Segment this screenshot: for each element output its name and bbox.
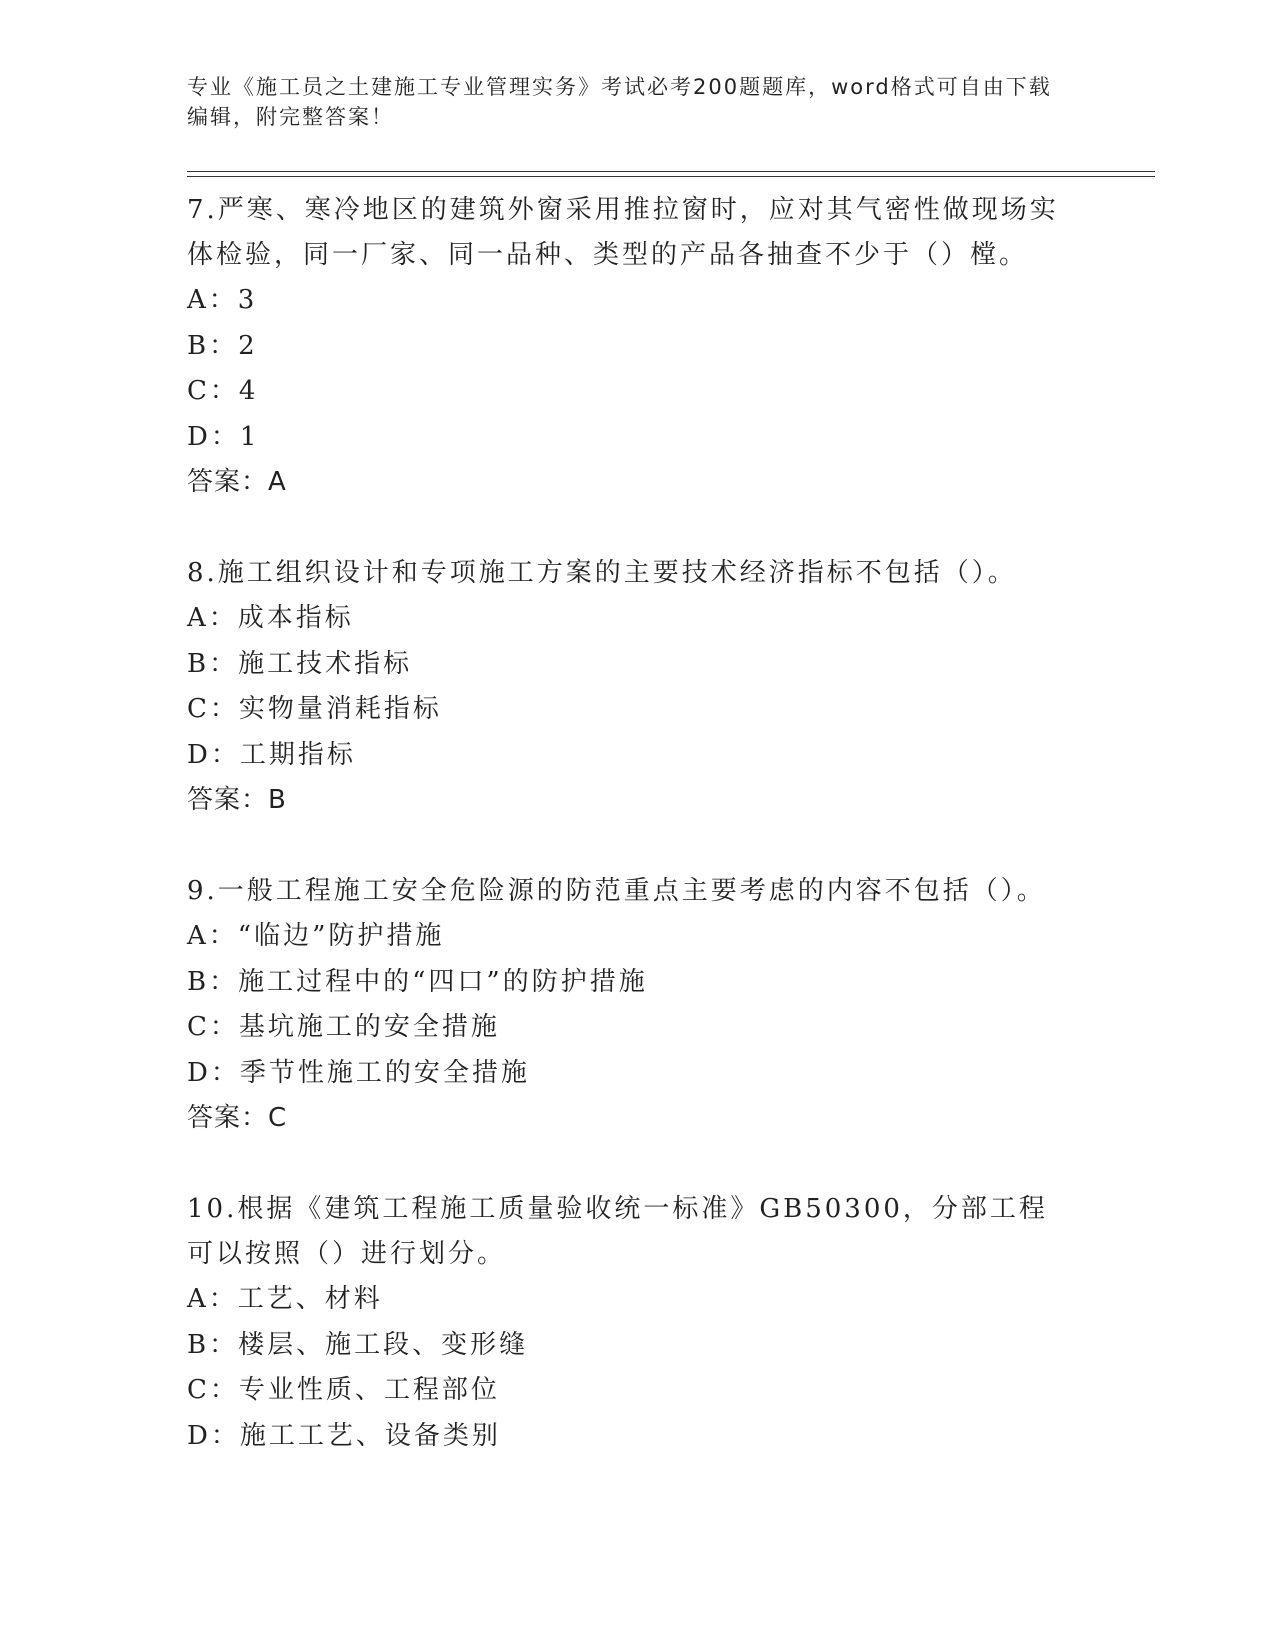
option-b: B：施工技术指标 — [187, 648, 413, 679]
question-stem: 9.一般工程施工安全危险源的防范重点主要考虑的内容不包括（）。 — [187, 876, 1046, 906]
question-stem: 10.根据《建筑工程施工质量验收统一标准》GB50300，分部工程可以按照（）进行划分。 — [187, 1194, 1048, 1269]
header-rule-bottom — [187, 176, 1155, 177]
option-c: C：实物量消耗指标 — [187, 694, 442, 724]
document-header: 专业《施工员之土建施工专业管理实务》考试必考200题题库，word格式可自由下载编辑，附完整答案！ — [187, 75, 1052, 129]
question-list — [187, 188, 1067, 1505]
option-c: C：4 — [187, 376, 259, 406]
option-b: B：施工过程中的“四口”的防护措施 — [187, 966, 648, 997]
option-d: D：季节性施工的安全措施 — [187, 1057, 530, 1088]
question-8 — [187, 551, 1067, 823]
question-stem: 7.严寒、寒冷地区的建筑外窗采用推拉窗时，应对其气密性做现场实体检验，同一厂家、同一品种、类型的产品各抽查不少于（）樘。 — [187, 195, 1059, 270]
option-a: A：“临边”防护措施 — [187, 921, 445, 951]
option-a: A：成本指标 — [187, 603, 354, 633]
option-d: D：工期指标 — [187, 739, 356, 770]
option-b: B：楼层、施工段、变形缝 — [187, 1329, 529, 1360]
question-7 — [187, 188, 1067, 505]
answer-line: 答案：A — [187, 467, 287, 497]
question-9 — [187, 869, 1067, 1141]
option-d: D：1 — [187, 421, 260, 452]
question-stem: 8.施工组织设计和专项施工方案的主要技术经济指标不包括（）。 — [187, 558, 1017, 588]
header-rule-top — [187, 171, 1155, 172]
option-a: A：工艺、材料 — [187, 1284, 383, 1314]
option-a: A：3 — [187, 285, 258, 315]
answer-line: 答案：B — [187, 785, 287, 815]
answer-line: 答案：C — [187, 1103, 288, 1133]
option-c: C：基坑施工的安全措施 — [187, 1012, 500, 1042]
question-10 — [187, 1187, 1067, 1459]
option-c: C：专业性质、工程部位 — [187, 1375, 500, 1405]
option-d: D：施工工艺、设备类别 — [187, 1420, 501, 1451]
option-b: B：2 — [187, 330, 258, 361]
